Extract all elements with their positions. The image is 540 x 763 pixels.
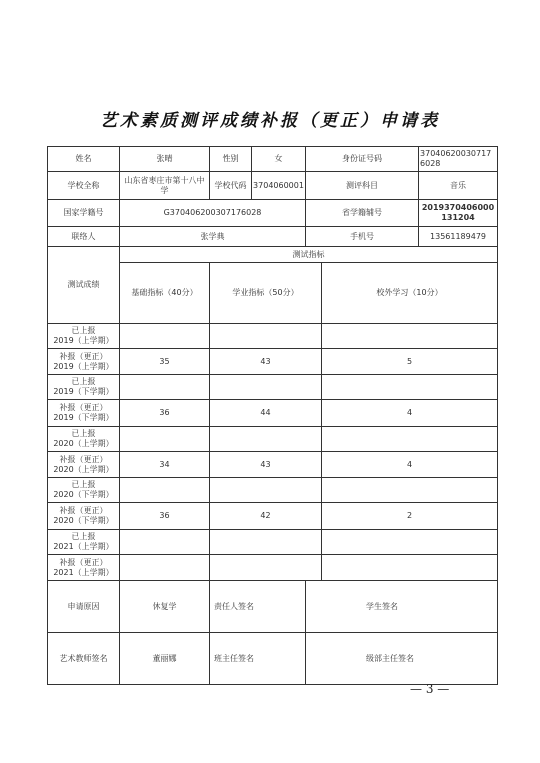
- score-cell: [210, 427, 322, 452]
- table-row: [48, 400, 498, 427]
- table-row: [48, 349, 498, 375]
- provincial-id-label: 省学籍辅号: [306, 200, 419, 227]
- contact-label: 联络人: [48, 227, 120, 247]
- score-cell: 35: [120, 349, 210, 375]
- score-cell: [120, 478, 210, 503]
- table-row: [48, 324, 498, 349]
- row-label: 补报（更正） 2020（下学期）: [48, 503, 120, 530]
- score-cell: [120, 427, 210, 452]
- score-cell: [322, 478, 498, 503]
- school-label: 学校全称: [48, 172, 120, 200]
- id-label: 身份证号码: [306, 147, 419, 172]
- score-cell: 43: [210, 349, 322, 375]
- score-cell: [120, 555, 210, 581]
- subject-label: 测评科目: [306, 172, 419, 200]
- student-sign-label: 学生签名: [306, 581, 498, 633]
- school-code-label: 学校代码: [210, 172, 252, 200]
- row-label: 已上报 2020（下学期）: [48, 478, 120, 503]
- score-cell: 36: [120, 503, 210, 530]
- test-indicator-label: 测试指标: [120, 247, 498, 263]
- score-cell: [322, 375, 498, 400]
- column-outside: 校外学习（10分）: [322, 263, 498, 324]
- phone-label: 手机号: [306, 227, 419, 247]
- page-number: — 3 —: [410, 682, 450, 696]
- table-row: [48, 530, 498, 555]
- row-label: 已上报 2019（下学期）: [48, 375, 120, 400]
- score-cell: 44: [210, 400, 322, 427]
- grade-head-sign-label: 级部主任签名: [306, 633, 498, 685]
- table-row: [48, 375, 498, 400]
- application-form-table: [47, 146, 498, 685]
- row-label: 已上报 2020（上学期）: [48, 427, 120, 452]
- art-teacher-name: 董丽娜: [120, 633, 210, 685]
- national-id-value: G370406200307176028: [120, 200, 306, 227]
- table-row: [48, 503, 498, 530]
- name-label: 姓名: [48, 147, 120, 172]
- row-label: 已上报 2021（上学期）: [48, 530, 120, 555]
- score-cell: [120, 375, 210, 400]
- score-cell: [322, 555, 498, 581]
- test-scores-label: 测试成绩: [48, 247, 120, 324]
- score-cell: [120, 530, 210, 555]
- national-id-label: 国家学籍号: [48, 200, 120, 227]
- responsible-sign-label: 责任人签名: [210, 581, 306, 633]
- score-cell: [210, 555, 322, 581]
- score-cell: 2: [322, 503, 498, 530]
- table-row: [48, 427, 498, 452]
- score-cell: 42: [210, 503, 322, 530]
- score-cell: [322, 324, 498, 349]
- table-row: [48, 555, 498, 581]
- phone-value: 13561189479: [419, 227, 498, 247]
- score-cell: 5: [322, 349, 498, 375]
- school-code-value: 3704060001: [252, 172, 306, 200]
- name-value: 张晴: [120, 147, 210, 172]
- row-label: 已上报 2019（上学期）: [48, 324, 120, 349]
- score-cell: [210, 375, 322, 400]
- id-value: 370406200307176028: [419, 147, 498, 172]
- score-cell: [322, 530, 498, 555]
- school-value: 山东省枣庄市第十八中学: [120, 172, 210, 200]
- row-label: 补报（更正） 2019（下学期）: [48, 400, 120, 427]
- subject-value: 音乐: [419, 172, 498, 200]
- score-cell: 4: [322, 452, 498, 478]
- reason-value: 休复学: [120, 581, 210, 633]
- table-row: [48, 452, 498, 478]
- gender-value: 女: [252, 147, 306, 172]
- score-cell: [120, 324, 210, 349]
- score-cell: 34: [120, 452, 210, 478]
- art-teacher-sign-label: 艺术教师签名: [48, 633, 120, 685]
- contact-value: 张学典: [120, 227, 306, 247]
- score-cell: 4: [322, 400, 498, 427]
- score-cell: 43: [210, 452, 322, 478]
- row-label: 补报（更正） 2020（上学期）: [48, 452, 120, 478]
- score-cell: 36: [120, 400, 210, 427]
- score-cell: [322, 427, 498, 452]
- row-label: 补报（更正） 2019（上学期）: [48, 349, 120, 375]
- form-title: 艺术素质测评成绩补报（更正）申请表: [100, 111, 440, 131]
- score-cell: [210, 478, 322, 503]
- score-cell: [210, 530, 322, 555]
- table-row: [48, 478, 498, 503]
- head-teacher-sign-label: 班主任签名: [210, 633, 306, 685]
- score-cell: [210, 324, 322, 349]
- column-academic: 学业指标（50分）: [210, 263, 322, 324]
- reason-label: 申请原因: [48, 581, 120, 633]
- column-basic: 基础指标（40分）: [120, 263, 210, 324]
- provincial-id-value: 2019370406000131204: [419, 200, 498, 227]
- gender-label: 性别: [210, 147, 252, 172]
- row-label: 补报（更正） 2021（上学期）: [48, 555, 120, 581]
